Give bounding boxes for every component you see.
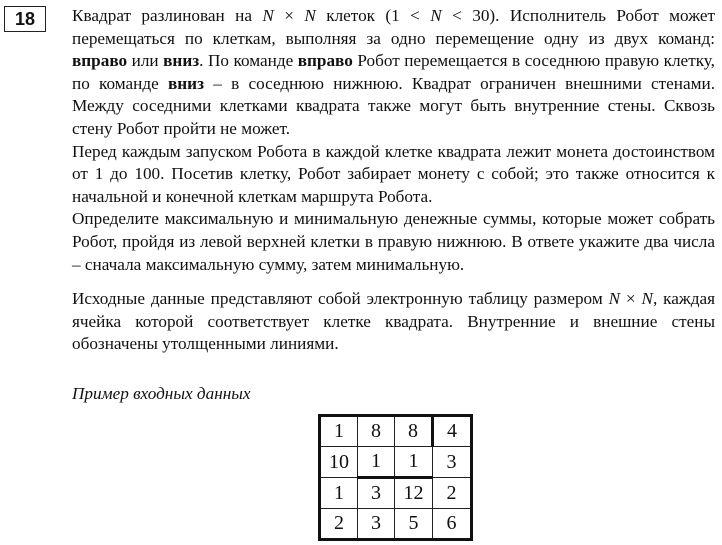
grid-cell: 1 bbox=[358, 447, 395, 478]
task-text bbox=[72, 5, 715, 356]
task-number-badge bbox=[4, 6, 46, 32]
paragraph-question: Определите максимальную и минимальную денежные суммы, которые может собрать Робот, пройдя из левой верхней клетки в правую нижнюю. В ответе укажите два числа – сначала максимальную сумму, затем минимальную. bbox=[72, 209, 715, 274]
text-fragment: , каждая ячейка которой соответствует клетке квадрата. Внутренние и внешние стены обозначены утолщенными линиями. bbox=[72, 289, 715, 354]
paragraph-coins: Перед каждым запуском Робота в каждой клетке квадрата лежит монета достоинством от 1 до 100. Посетив клетку, Робот забирает монету с собой; это также относится к начальной и конечной клеткам маршрута Робота. bbox=[72, 141, 715, 206]
text-fragment: . По команде bbox=[199, 51, 298, 71]
grid-cell: 8 bbox=[395, 416, 433, 447]
grid-cell: 10 bbox=[320, 447, 358, 478]
grid-cell: 5 bbox=[395, 509, 433, 540]
grid-row bbox=[320, 478, 472, 509]
grid-row bbox=[320, 509, 472, 540]
text-fragment: × bbox=[273, 6, 305, 25]
text-fragment: – в соседнюю нижнюю. Квадрат ограничен внешними стенами. Между соседними клетками квадрата также могут быть внутренние стены. Сквозь стену Робот пройти не может. bbox=[72, 73, 716, 138]
grid-cell: 1 bbox=[395, 447, 433, 478]
var-n: N bbox=[304, 6, 316, 25]
command-down: вниз bbox=[163, 51, 200, 71]
grid-cell: 3 bbox=[358, 478, 395, 509]
paragraph-input-data bbox=[72, 288, 715, 356]
command-right: вправо bbox=[72, 51, 128, 71]
var-n: N bbox=[262, 6, 274, 25]
grid-cell: 3 bbox=[358, 509, 395, 540]
command-down: вниз bbox=[168, 73, 204, 93]
grid-cell: 2 bbox=[320, 509, 358, 540]
text-fragment: Робот перемещается в соседнюю правую клетку, по команде bbox=[72, 51, 715, 93]
grid-cell: 4 bbox=[433, 416, 472, 447]
text-fragment: × bbox=[620, 289, 642, 309]
text-fragment: < 30). Исполнитель Робот может перемещаться по клеткам, выполняя за одно перемещение одну из двух команд: bbox=[72, 6, 715, 48]
var-n: N bbox=[430, 6, 442, 25]
example-grid bbox=[318, 414, 473, 541]
grid-cell: 3 bbox=[433, 447, 472, 478]
grid-cell: 12 bbox=[395, 478, 433, 509]
var-n: N bbox=[641, 289, 653, 309]
grid-row bbox=[320, 447, 472, 478]
grid-cell: 8 bbox=[358, 416, 395, 447]
grid-cell: 1 bbox=[320, 478, 358, 509]
grid-cell: 6 bbox=[433, 509, 472, 540]
text-fragment: Квадрат разлинован на bbox=[72, 6, 263, 25]
grid-row bbox=[320, 416, 472, 447]
command-right: вправо bbox=[297, 51, 353, 71]
text-fragment: клеток (1 < bbox=[315, 6, 431, 25]
example-label: Пример входных данных bbox=[72, 384, 251, 403]
grid-cell: 1 bbox=[320, 416, 358, 447]
paragraph-problem bbox=[72, 5, 715, 141]
text-fragment: или bbox=[127, 51, 164, 71]
text-fragment: Исходные данные представляют собой электронную таблицу размером bbox=[72, 289, 609, 309]
grid-cell: 2 bbox=[433, 478, 472, 509]
var-n: N bbox=[608, 289, 621, 309]
task-number: 18 bbox=[14, 8, 36, 29]
